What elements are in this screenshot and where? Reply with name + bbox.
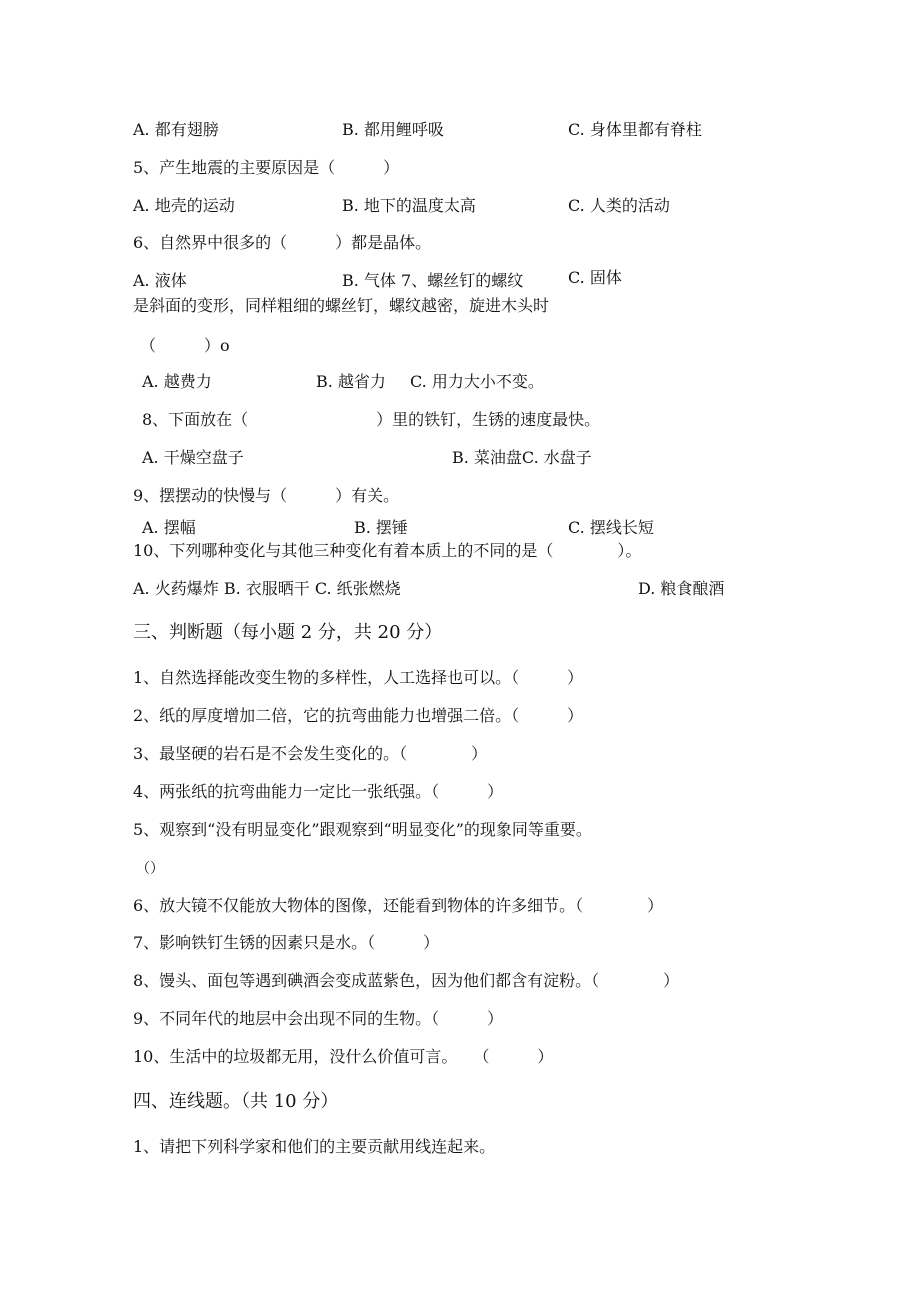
q5-text: 5、产生地震的主要原因是（ ） — [133, 158, 400, 177]
q9-text: 9、摆摆动的快慢与（ ）有关。 — [133, 486, 400, 505]
section3-item: 4、两张纸的抗弯曲能力一定比一张纸强。（ ） — [133, 782, 504, 801]
section3-item: 6、放大镜不仅能放大物体的图像，还能看到物体的许多细节。（ ） — [133, 896, 664, 915]
section3-item: （） — [136, 861, 164, 877]
q8-option-a: A. 干燥空盘子 — [142, 448, 244, 467]
q7-option-b: B. 越省力 — [316, 372, 386, 391]
section3-item: 3、最坚硬的岩石是不会发生变化的。（ ） — [133, 744, 488, 763]
q4-option-c: C. 身体里都有脊柱 — [568, 120, 702, 139]
q7-text-continued: 是斜面的变形，同样粗细的螺丝钉，螺纹越密，旋进木头时 — [133, 296, 550, 315]
q4-option-b: B. 都用鲤呼吸 — [342, 120, 444, 139]
section4-item: 1、请把下列科学家和他们的主要贡献用线连起来。 — [133, 1137, 496, 1156]
section3-item: 8、馒头、面包等遇到碘酒会变成蓝紫色，因为他们都含有淀粉。（ ） — [133, 971, 680, 990]
q6-option-b-q7-start: B. 气体 7、螺丝钉的螺纹 — [342, 271, 524, 290]
section3-title: 三、判断题（每小题 2 分，共 20 分） — [133, 622, 443, 643]
q7-blank: （ ）o — [140, 336, 230, 355]
q10-option-abc: A. 火药爆炸 B. 衣服晒干 C. 纸张燃烧 — [133, 579, 401, 598]
q8-option-bc: B. 菜油盘C. 水盘子 — [452, 448, 592, 467]
q7-option-c: C. 用力大小不变。 — [410, 372, 544, 391]
section3-item: 1、自然选择能改变生物的多样性，人工选择也可以。（ ） — [133, 668, 584, 687]
q5-option-b: B. 地下的温度太高 — [342, 196, 476, 215]
q6-text: 6、自然界中很多的（ ）都是晶体。 — [133, 233, 432, 252]
section3-item: 7、影响铁钉生锈的因素只是水。（ ） — [133, 933, 440, 952]
q6-option-a: A. 液体 — [133, 271, 187, 290]
q6-option-c: C. 固体 — [568, 268, 622, 287]
q8-text: 8、下面放在（ ）里的铁钉，生锈的速度最快。 — [142, 410, 601, 429]
section3-item: 10、生活中的垃圾都无用，没什么价值可言。 （ ） — [133, 1047, 554, 1066]
q7-option-a: A. 越费力 — [142, 372, 212, 391]
q10-text: 10、下列哪种变化与其他三种变化有着本质上的不同的是（ ）。 — [133, 541, 642, 560]
q5-option-c: C. 人类的活动 — [568, 196, 670, 215]
q5-option-a: A. 地壳的运动 — [133, 196, 235, 215]
section4-title: 四、连线题。（共 10 分） — [133, 1091, 339, 1112]
q9-option-c: C. 摆线长短 — [568, 518, 654, 537]
q9-option-b: B. 摆锤 — [354, 518, 408, 537]
section3-item: 5、观察到“没有明显变化”跟观察到“明显变化”的现象同等重要。 — [133, 820, 592, 839]
q9-option-a: A. 摆幅 — [142, 518, 196, 537]
section3-item: 2、纸的厚度增加二倍，它的抗弯曲能力也增强二倍。（ ） — [133, 706, 584, 725]
section3-item: 9、不同年代的地层中会出现不同的生物。（ ） — [133, 1009, 504, 1028]
q10-option-d: D. 粮食酿酒 — [638, 579, 725, 598]
q4-option-a: A. 都有翅膀 — [133, 120, 219, 139]
